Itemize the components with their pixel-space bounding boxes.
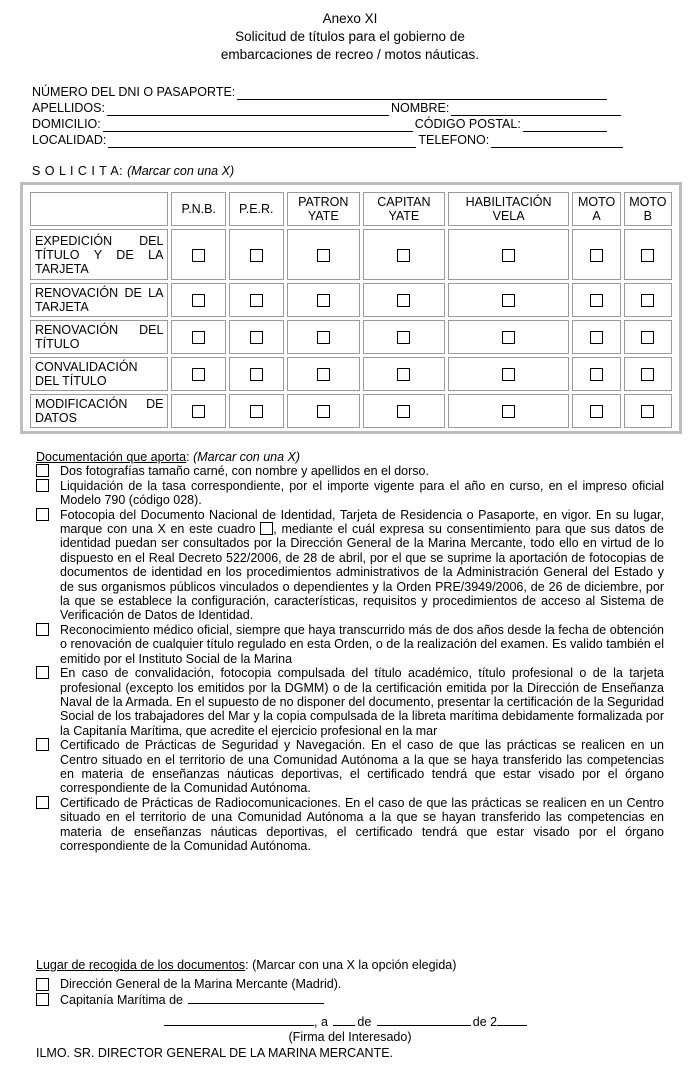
apellidos-label: APELLIDOS:: [32, 101, 105, 115]
grid-cell-moto-b: [624, 229, 672, 280]
grid-checkbox-patron-yate[interactable]: [317, 294, 330, 307]
grid-cell-moto-a: [572, 394, 620, 428]
doc-photos-checkbox[interactable]: [36, 464, 49, 477]
grid-checkbox-capitan-yate[interactable]: [397, 249, 410, 262]
cp-label: CÓDIGO POSTAL:: [414, 117, 521, 131]
telefono-field[interactable]: [491, 136, 623, 148]
grid-cell-patron-yate: [287, 357, 360, 391]
grid-cell-pnb: [171, 229, 226, 280]
grid-checkbox-moto-a[interactable]: [590, 331, 603, 344]
grid-checkbox-capitan-yate[interactable]: [397, 405, 410, 418]
grid-row: [30, 394, 672, 428]
capitania-field[interactable]: [188, 992, 324, 1004]
domicilio-row: [32, 116, 652, 132]
grid-checkbox-patron-yate[interactable]: [317, 331, 330, 344]
grid-checkbox-moto-b[interactable]: [641, 294, 654, 307]
grid-cell-capitan-yate: [363, 320, 445, 354]
localidad-row: [32, 132, 652, 148]
grid-checkbox-per[interactable]: [250, 331, 263, 344]
doc-medico-checkbox[interactable]: [36, 623, 49, 636]
pickup-capitania-checkbox[interactable]: [36, 993, 49, 1006]
form-title-line2: embarcaciones de recreo / motos náuticas.: [220, 47, 480, 62]
grid-cell-patron-yate: [287, 394, 360, 428]
dni-field[interactable]: [237, 88, 607, 100]
solicita-heading: [32, 164, 234, 178]
pickup-note: : (Marcar con una X la opción elegida): [245, 958, 457, 972]
grid-checkbox-patron-yate[interactable]: [317, 249, 330, 262]
month-field[interactable]: [377, 1014, 471, 1026]
date-a-label: , a: [314, 1015, 328, 1029]
dni-label: NÚMERO DEL DNI O PASAPORTE:: [32, 85, 236, 99]
date-de-label: de: [357, 1015, 372, 1029]
pickup-capitania-label: Capitanía Marítima de: [60, 993, 183, 1007]
domicilio-field[interactable]: [103, 120, 413, 132]
col-capitan-yate: CAPITAN YATE: [363, 192, 445, 226]
apellidos-row: [32, 100, 652, 116]
grid-checkbox-pnb[interactable]: [192, 249, 205, 262]
grid-checkbox-pnb[interactable]: [192, 405, 205, 418]
grid-cell-capitan-yate: [363, 357, 445, 391]
date-line: [164, 1014, 529, 1030]
grid-cell-pnb: [171, 394, 226, 428]
signature-caption: (Firma del Interesado): [288, 1030, 412, 1044]
grid-header-row: [30, 192, 672, 226]
dni-row: [32, 84, 652, 100]
localidad-label: LOCALIDAD:: [32, 133, 107, 147]
col-habilitacion-vela: HABILITACIÓN VELA: [448, 192, 570, 226]
doc-item-dni: [36, 508, 664, 623]
grid-cell-capitan-yate: [363, 283, 445, 317]
nombre-label: NOMBRE:: [390, 101, 450, 115]
grid-cell-pnb: [171, 320, 226, 354]
doc-item-medico: [36, 623, 664, 666]
doc-item-radio: [36, 796, 664, 854]
grid-row: [30, 320, 672, 354]
documentation-section: [36, 450, 664, 853]
doc-item-convalidacion: [36, 666, 664, 738]
grid-cell-per: [229, 357, 284, 391]
form-header: [0, 10, 700, 64]
docs-title: Documentación que aporta: (Marcar con una X): [36, 450, 301, 464]
grid-checkbox-capitan-yate[interactable]: [397, 294, 410, 307]
grid-checkbox-per[interactable]: [250, 294, 263, 307]
grid-cell-moto-b: [624, 357, 672, 391]
form-title-line1: Solicitud de títulos para el gobierno de: [235, 29, 465, 44]
grid-checkbox-patron-yate[interactable]: [317, 405, 330, 418]
doc-dni-checkbox[interactable]: [36, 508, 49, 521]
grid-cell-moto-b: [624, 394, 672, 428]
doc-radio-text: Certificado de Prácticas de Radiocomunicaciones. En el caso de que las prácticas se realicen en un Centro situado en el territorio de una Comunidad Autónoma a la que se hayan transferido las competencias en materia de enseñanzas náuticas deportivas, el certificado tendrá que estar visado por el órgano correspondiente de la Comunidad Autónoma.: [60, 795, 664, 853]
grid-checkbox-pnb[interactable]: [192, 294, 205, 307]
grid-row-label: EXPEDICIÓN DEL TÍTULO Y DE LA TARJETA: [30, 229, 168, 280]
grid-row-label: MODIFICACIÓN DE DATOS: [30, 394, 168, 428]
day-field[interactable]: [333, 1014, 355, 1026]
grid-checkbox-moto-a[interactable]: [590, 368, 603, 381]
grid-cell-moto-a: [572, 283, 620, 317]
col-patron-yate: PATRON YATE: [287, 192, 360, 226]
grid-cell-patron-yate: [287, 229, 360, 280]
grid-cell-per: [229, 394, 284, 428]
doc-tasa-text: Liquidación de la tasa correspondiente, por el importe vigente para el año en curso, en el impreso oficial Modelo 790 (código 028).: [60, 478, 664, 508]
pickup-title-text: Lugar de recogida de los documentos: [36, 958, 246, 972]
grid-checkbox-per[interactable]: [250, 405, 263, 418]
grid-checkbox-patron-yate[interactable]: [317, 368, 330, 381]
grid-cell-patron-yate: [287, 320, 360, 354]
grid-row: [30, 357, 672, 391]
grid-checkbox-pnb[interactable]: [192, 331, 205, 344]
doc-convalidacion-checkbox[interactable]: [36, 666, 49, 679]
doc-dni-text-cont: , mediante el cuál expresa su consentimiento para que sus datos de identidad puedan ser consultados por la Dirección General de la Marina Mercante, todo ello en virtud de lo dispuesto en el Real Decreto 522/2006, de 28 de abril, por el que se suprime la aportación de fotocopias de documentos de identidad en los procedimientos administrativos de la Administración General del Estado y de sus organismos públicos vinculados o dependientes y la Orden PRE/3949/2006, de 26 de diciembre, por la que se establece la configuración, características, requisitos y procedimientos de acceso al Sistema de Verificación de Datos de Identidad.: [60, 522, 664, 623]
grid-checkbox-habilitacion-vela[interactable]: [502, 368, 515, 381]
pickup-option-capitania: [36, 992, 664, 1008]
grid-cell-capitan-yate: [363, 229, 445, 280]
request-grid: [20, 182, 682, 434]
docs-note: (Marcar con una X): [193, 450, 301, 464]
grid-checkbox-moto-b[interactable]: [641, 368, 654, 381]
annex-title: Anexo XI: [322, 11, 378, 26]
grid-cell-patron-yate: [287, 283, 360, 317]
grid-cell-per: [229, 283, 284, 317]
grid-cell-moto-a: [572, 320, 620, 354]
doc-seguridad-checkbox[interactable]: [36, 738, 49, 751]
col-moto-a: MOTO A: [572, 192, 620, 226]
pickup-option-dgmm: [36, 977, 664, 992]
cp-field[interactable]: [523, 120, 607, 132]
grid-cell-per: [229, 229, 284, 280]
nombre-field[interactable]: [451, 104, 621, 116]
request-table: [27, 189, 675, 431]
localidad-field[interactable]: [108, 136, 416, 148]
grid-row-label: RENOVACIÓN DEL TÍTULO: [30, 320, 168, 354]
grid-cell-pnb: [171, 357, 226, 391]
grid-cell-moto-a: [572, 229, 620, 280]
grid-cell-habilitacion-vela: [448, 394, 570, 428]
grid-cell-moto-b: [624, 320, 672, 354]
doc-tasa-checkbox[interactable]: [36, 479, 49, 492]
grid-checkbox-capitan-yate[interactable]: [397, 368, 410, 381]
grid-checkbox-moto-a[interactable]: [590, 405, 603, 418]
place-field[interactable]: [164, 1014, 314, 1026]
grid-cell-per: [229, 320, 284, 354]
consent-checkbox[interactable]: [260, 522, 273, 535]
date-year-label: de 2: [472, 1015, 498, 1029]
grid-checkbox-pnb[interactable]: [192, 368, 205, 381]
col-per: P.E.R.: [229, 192, 284, 226]
grid-checkbox-per[interactable]: [250, 249, 263, 262]
addressee: ILMO. SR. DIRECTOR GENERAL DE LA MARINA MERCANTE.: [36, 1046, 394, 1060]
doc-item-photos: [36, 464, 664, 478]
grid-row: [30, 283, 672, 317]
grid-cell-habilitacion-vela: [448, 283, 570, 317]
grid-checkbox-moto-b[interactable]: [641, 331, 654, 344]
pickup-section: [36, 958, 664, 1008]
doc-photos-text: Dos fotografías tamaño carné, con nombre y apellidos en el dorso.: [60, 464, 429, 479]
grid-cell-habilitacion-vela: [448, 320, 570, 354]
grid-corner-cell: [30, 192, 168, 226]
solicita-note: (Marcar con una X): [127, 164, 235, 178]
grid-cell-moto-b: [624, 283, 672, 317]
domicilio-label: DOMICILIO:: [32, 117, 101, 131]
grid-row-label: RENOVACIÓN DE LA TARJETA: [30, 283, 168, 317]
grid-cell-pnb: [171, 283, 226, 317]
docs-title-text: Documentación que aporta: [36, 450, 187, 464]
personal-data-fields: [32, 84, 652, 148]
doc-convalidacion-text: En caso de convalidación, fotocopia compulsada del título académico, título profesional o de la tarjeta profesional (excepto los emitidos por la DGMM) o de la certificación emitida por la Dirección de Enseñanza Naval de la Armada. En el supuesto de no disponer del documento, presentar la certificación de la Seguridad Social de los trabajadores del Mar y la copia compulsada de la libreta marítima debidamente formalizada por la Capitanía Marítima, que acredite el ejercicio profesional en la mar: [60, 666, 664, 738]
doc-medico-text: Reconocimiento médico oficial, siempre que haya transcurrido más de dos años desde la fecha de obtención o renovación de cualquier título regulado en esta Orden, o de la realización del examen. Es valido también el emitido por el Instituto Social de la Marina: [60, 622, 664, 666]
telefono-label: TELEFONO:: [418, 133, 490, 147]
grid-cell-capitan-yate: [363, 394, 445, 428]
grid-checkbox-per[interactable]: [250, 368, 263, 381]
grid-checkbox-moto-a[interactable]: [590, 294, 603, 307]
col-pnb: P.N.B.: [171, 192, 226, 226]
grid-row-label: CONVALIDACIÓN DEL TÍTULO: [30, 357, 168, 391]
grid-checkbox-moto-b[interactable]: [641, 249, 654, 262]
doc-seguridad-text: Certificado de Prácticas de Seguridad y Navegación. En el caso de que las prácticas se realicen en un Centro situado en el territorio de una Comunidad Autónoma a la que se haya transferido las competencias en materia de enseñanzas náuticas deportivas, el certificado tendrá que estar visado por el órgano correspondiente de la Comunidad Autónoma.: [60, 738, 664, 796]
doc-radio-checkbox[interactable]: [36, 796, 49, 809]
grid-cell-moto-a: [572, 357, 620, 391]
doc-dni-text: Fotocopia del Documento Nacional de Identidad, Tarjeta de Residencia o Pasaporte, en vigor. En su lugar, marque con una X en este cuadro: [60, 507, 664, 537]
apellidos-field[interactable]: [107, 104, 389, 116]
doc-item-seguridad: [36, 738, 664, 796]
pickup-dgmm-checkbox[interactable]: [36, 978, 49, 991]
grid-cell-habilitacion-vela: [448, 357, 570, 391]
grid-checkbox-capitan-yate[interactable]: [397, 331, 410, 344]
grid-checkbox-habilitacion-vela[interactable]: [502, 249, 515, 262]
grid-checkbox-moto-a[interactable]: [590, 249, 603, 262]
grid-checkbox-habilitacion-vela[interactable]: [502, 405, 515, 418]
grid-checkbox-habilitacion-vela[interactable]: [502, 331, 515, 344]
grid-cell-habilitacion-vela: [448, 229, 570, 280]
solicita-label: S O L I C I T A:: [32, 164, 124, 178]
pickup-dgmm-label: Dirección General de la Marina Mercante (Madrid).: [60, 977, 342, 991]
col-moto-b: MOTO B: [624, 192, 672, 226]
pickup-title: [36, 958, 664, 973]
year-field[interactable]: [497, 1014, 527, 1026]
doc-item-tasa: [36, 479, 664, 508]
grid-checkbox-moto-b[interactable]: [641, 405, 654, 418]
grid-checkbox-habilitacion-vela[interactable]: [502, 294, 515, 307]
grid-row: [30, 229, 672, 280]
